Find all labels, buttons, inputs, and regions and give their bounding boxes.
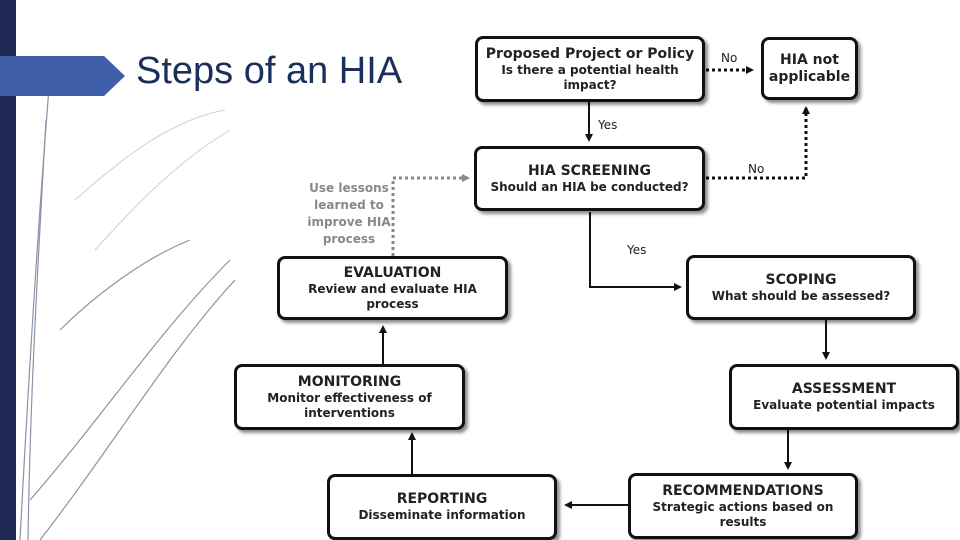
- scoping-box: [686, 255, 916, 320]
- page-title: Steps of an HIA: [136, 50, 403, 92]
- assessment-description: Evaluate potential impacts: [753, 398, 935, 412]
- scoping-heading: SCOPING: [765, 271, 837, 288]
- edge-label-yes-screening: Yes: [627, 243, 647, 257]
- edge-label-no-proposed: No: [721, 51, 738, 65]
- lessons-learned-note: Use lessons learned to improve HIA process: [307, 181, 391, 246]
- scoping-question: What should be assessed?: [711, 288, 891, 303]
- proposed-project-box: [475, 36, 705, 102]
- hia-screening-box: [474, 146, 705, 211]
- proposed-project-question: Is there a potential health impact?: [501, 62, 679, 92]
- monitoring-box: [234, 364, 465, 430]
- edge-label-yes-proposed: Yes: [598, 118, 618, 132]
- proposed-project-heading: Proposed Project or Policy: [485, 45, 695, 62]
- arrow-evaluation-feedback: [393, 178, 468, 256]
- evaluation-description: Review and evaluate HIA process: [308, 281, 477, 311]
- hia-screening-question: Should an HIA be conducted?: [490, 179, 689, 194]
- edge-label-no-screening: No: [748, 162, 765, 176]
- hia-not-applicable-box: [761, 37, 858, 100]
- evaluation-box: [277, 256, 508, 320]
- recommendations-box: [628, 473, 858, 539]
- reporting-box: [327, 474, 557, 540]
- monitoring-description: Monitor effectiveness of interventions: [267, 390, 432, 420]
- monitoring-heading: MONITORING: [297, 373, 402, 390]
- assessment-heading: ASSESSMENT: [791, 381, 897, 397]
- recommendations-heading: RECOMMENDATIONS: [662, 482, 824, 499]
- hia-not-applicable-heading: HIA not applicable: [768, 51, 851, 85]
- assessment-box: [729, 364, 959, 430]
- recommendations-description: Strategic actions based on results: [652, 499, 834, 529]
- reporting-description: Disseminate information: [358, 508, 526, 522]
- evaluation-heading: EVALUATION: [343, 264, 442, 281]
- hia-screening-heading: HIA SCREENING: [527, 162, 652, 179]
- reporting-heading: REPORTING: [396, 491, 488, 507]
